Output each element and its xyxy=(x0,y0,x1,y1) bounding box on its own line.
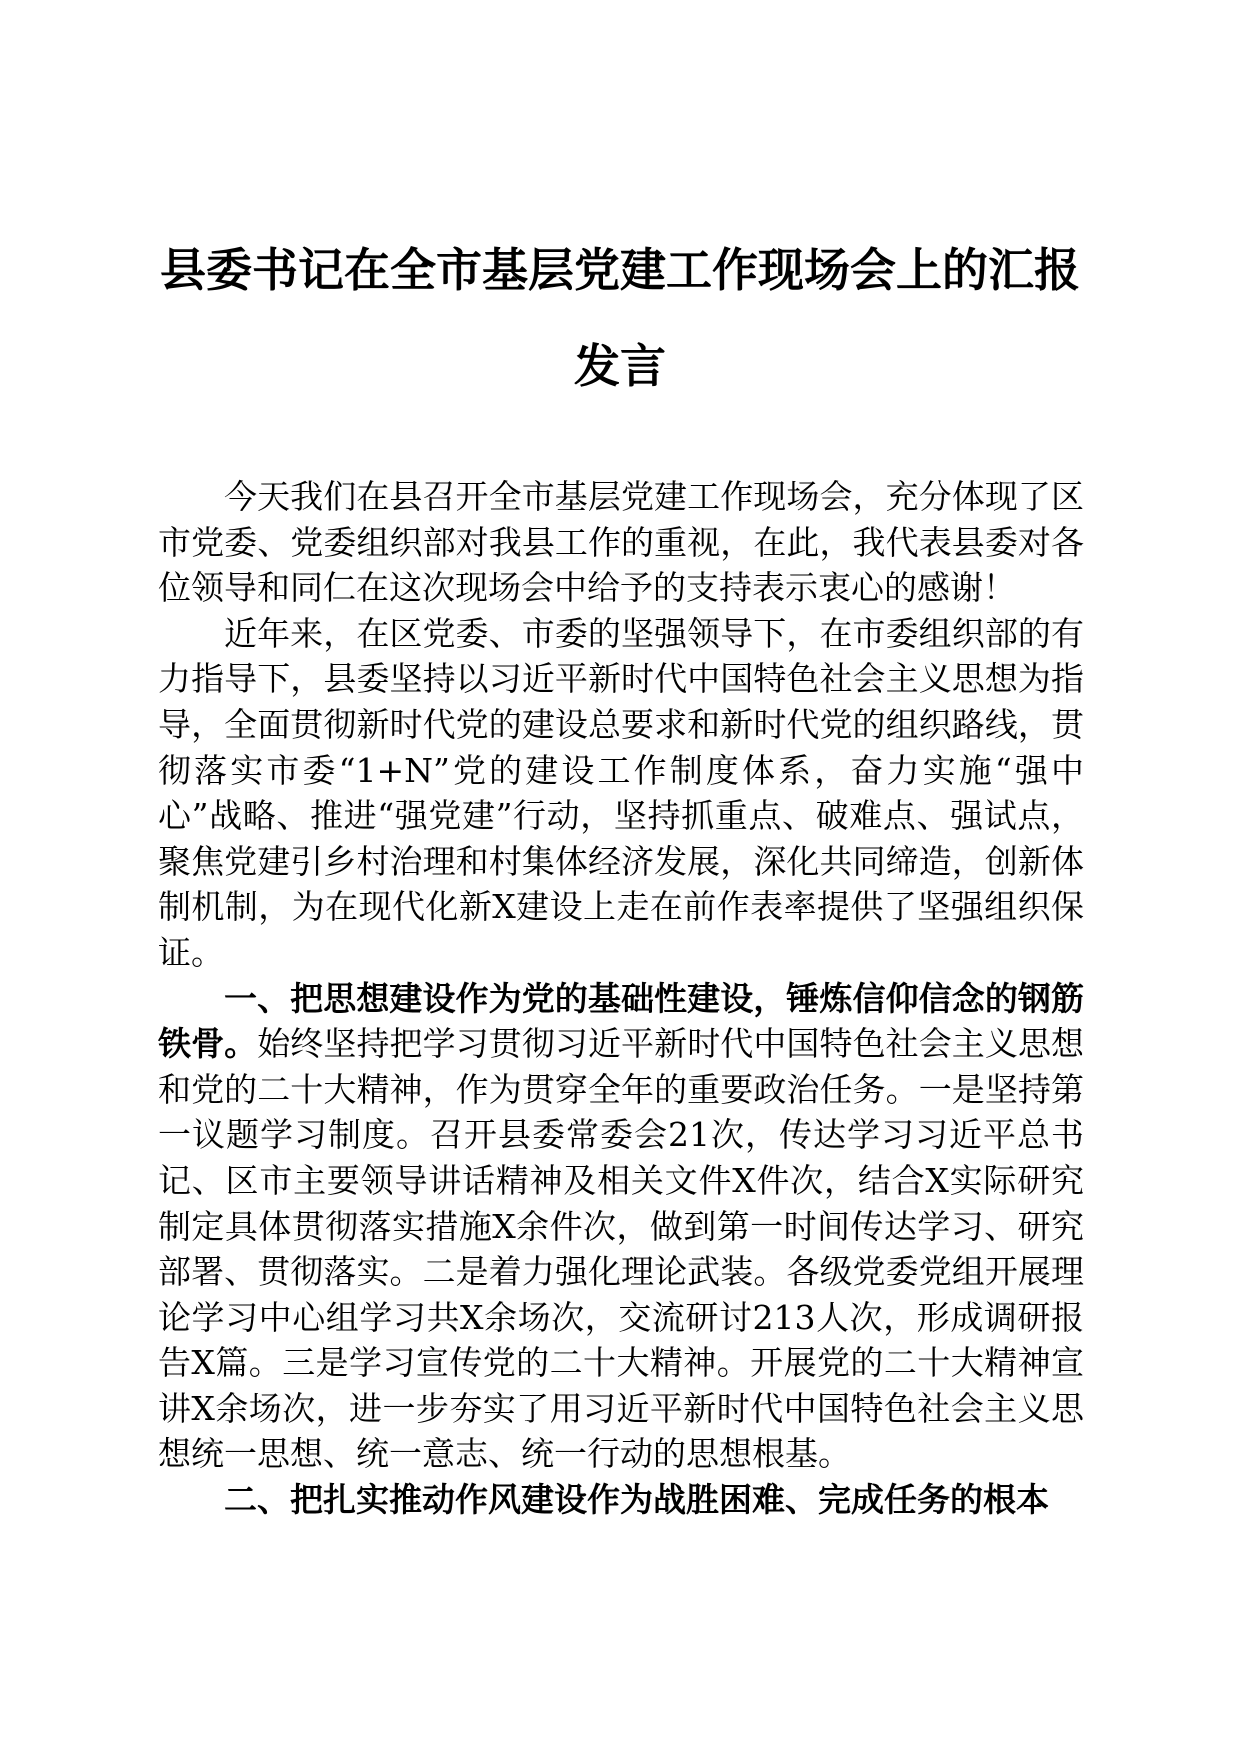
document-title: 县委书记在全市基层党建工作现场会上的汇报发言 xyxy=(160,243,1080,393)
paragraph-text: 今天我们在县召开全市基层党建工作现场会，充分体现了区市党委、党委组织部对我县工作的重视，在此，我代表县委对各位领导和同仁在这次现场会中给予的支持表示衷心的感谢！ xyxy=(158,477,1084,608)
paragraph-intro xyxy=(158,474,1084,611)
paragraph-section-2 xyxy=(158,1477,1084,1523)
paragraph-section-1 xyxy=(158,976,1084,1478)
paragraph-text: 始终坚持把学习贯彻习近平新时代中国特色社会主义思想和党的二十大精神，作为贯穿全年的重要政治任务。一是坚持第一议题学习制度。召开县委常委会21次，传达学习习近平总书记、区市主要领导讲话精神及相关文件X件次，结合X实际研究制定具体贯彻落实措施X余件次，做到第一时间传达学习、研究部署、贯彻落实。二是着力强化理论武装。各级党委党组开展理论学习中心组学习共X余场次，交流研讨213人次，形成调研报告X篇。三是学习宣传党的二十大精神。开展党的二十大精神宣讲X余场次，进一步夯实了用习近平新时代中国特色社会主义思想统一思想、统一意志、统一行动的思想根基。 xyxy=(158,1024,1085,1474)
paragraph-overview xyxy=(158,611,1084,976)
document-body xyxy=(158,474,1084,1523)
section-heading: 一、把思想建设作为党的基础性建设，锤炼信仰信念的钢筋铁骨。 xyxy=(158,978,1084,1064)
paragraph-text: 近年来，在区党委、市委的坚强领导下，在市委组织部的有力指导下，县委坚持以习近平新时代中国特色社会主义思想为指导，全面贯彻新时代党的建设总要求和新时代党的组织路线，贯彻落实市委“1+N”党的建设工作制度体系，奋力实施“强中心”战略、推进“强党建”行动，坚持抓重点、破难点、强试点，聚焦党建引乡村治理和村集体经济发展，深化共同缔造，创新体制机制，为在现代化新X建设上走在前作表率提供了坚强组织保证。 xyxy=(158,613,1084,972)
section-heading: 二、把扎实推动作风建设作为战胜困难、完成任务的根本 xyxy=(224,1480,1049,1520)
